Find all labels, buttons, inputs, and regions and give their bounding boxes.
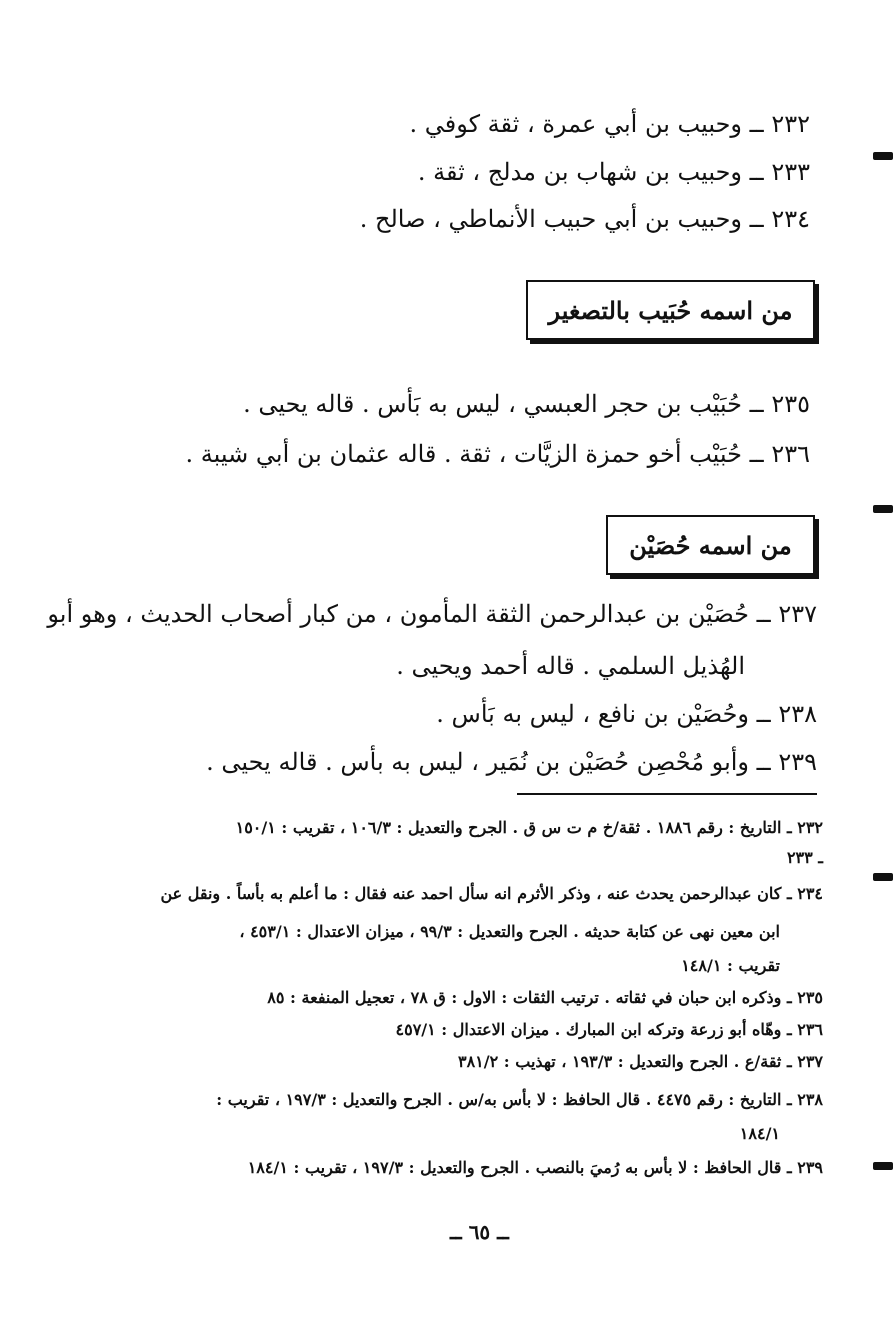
footnote-separator (517, 793, 817, 795)
entry-237-cont: الهُذيل السلمي . قاله أحمد ويحيى . (396, 652, 745, 680)
section-heading-hubayb-text: من اسمه حُبَيب بالتصغير (548, 295, 793, 325)
footnote-232: ٢٣٢ ـ التاريخ : رقم ١٨٨٦ . ثقة/خ م ت س ق . الجرح والتعديل : ١٠٦/٣ ، تقريب : ١٥٠/١ (235, 818, 823, 837)
entry-236: ٢٣٦ ــ حُبَيْب أخو حمزة الزيَّات ، ثقة . قاله عثمان بن أبي شيبة . (185, 440, 810, 468)
section-heading-husayn (606, 515, 815, 575)
entry-233: ٢٣٣ ــ وحبيب بن شهاب بن مدلج ، ثقة . (417, 158, 810, 186)
margin-mark (873, 152, 893, 160)
footnote-234-cont2: تقريب : ١٤٨/١ (681, 956, 780, 975)
entry-237: ٢٣٧ ــ حُصَيْن بن عبدالرحمن الثقة المأمون ، من كبار أصحاب الحديث ، وهو أبو (47, 600, 817, 628)
footnote-238-cont: ١٨٤/١ (739, 1124, 780, 1143)
footnote-233: ـ ٢٣٣ (786, 848, 823, 867)
entry-235: ٢٣٥ ــ حُبَيْب بن حجر العبسي ، ليس به بَأس . قاله يحيى . (243, 390, 810, 418)
footnote-234-cont1: ابن معين نهى عن كتابة حديثه . الجرح والتعديل : ٩٩/٣ ، ميزان الاعتدال : ٤٥٣/١ ، (239, 922, 780, 941)
footnote-238: ٢٣٨ ـ التاريخ : رقم ٤٤٧٥ . قال الحافظ : لا بأس به/س . الجرح والتعديل : ١٩٧/٣ ، تقريب : (216, 1090, 823, 1109)
footnote-237: ٢٣٧ ـ ثقة/ع . الجرح والتعديل : ١٩٣/٣ ، تهذيب : ٣٨١/٢ (457, 1052, 823, 1071)
entry-234: ٢٣٤ ــ وحبيب بن أبي حبيب الأنماطي ، صالح . (359, 205, 810, 233)
page-number: ــ ٦٥ ــ (450, 1220, 509, 1244)
footnote-236: ٢٣٦ ـ وهّاه أبو زرعة وتركه ابن المبارك . ميزان الاعتدال : ٤٥٧/١ (395, 1020, 823, 1039)
entry-238: ٢٣٨ ــ وحُصَيْن بن نافع ، ليس به بَأس . (436, 700, 817, 728)
footnote-234: ٢٣٤ ـ كان عبدالرحمن يحدث عنه ، وذكر الأثرم انه سأل احمد عنه فقال : ما أعلم به بأساً . ونقل عن (160, 884, 823, 903)
section-heading-hubayb (526, 280, 815, 340)
entry-232: ٢٣٢ ــ وحبيب بن أبي عمرة ، ثقة كوفي . (409, 110, 810, 138)
margin-mark (873, 1162, 893, 1170)
margin-mark (873, 873, 893, 881)
footnote-239: ٢٣٩ ـ قال الحافظ : لا بأس به رُميَ بالنصب . الجرح والتعديل : ١٩٧/٣ ، تقريب : ١٨٤/١ (247, 1158, 823, 1177)
entry-239: ٢٣٩ ــ وأبو مُحْصِن حُصَيْن بن نُمَير ، ليس به بأس . قاله يحيى . (206, 748, 817, 776)
margin-mark (873, 505, 893, 513)
section-heading-husayn-text: من اسمه حُصَيْن (629, 530, 792, 560)
footnote-235: ٢٣٥ ـ وذكره ابن حبان في ثقاته . ترتيب الثقات : الاول : ق ٧٨ ، تعجيل المنفعة : ٨٥ (267, 988, 823, 1007)
